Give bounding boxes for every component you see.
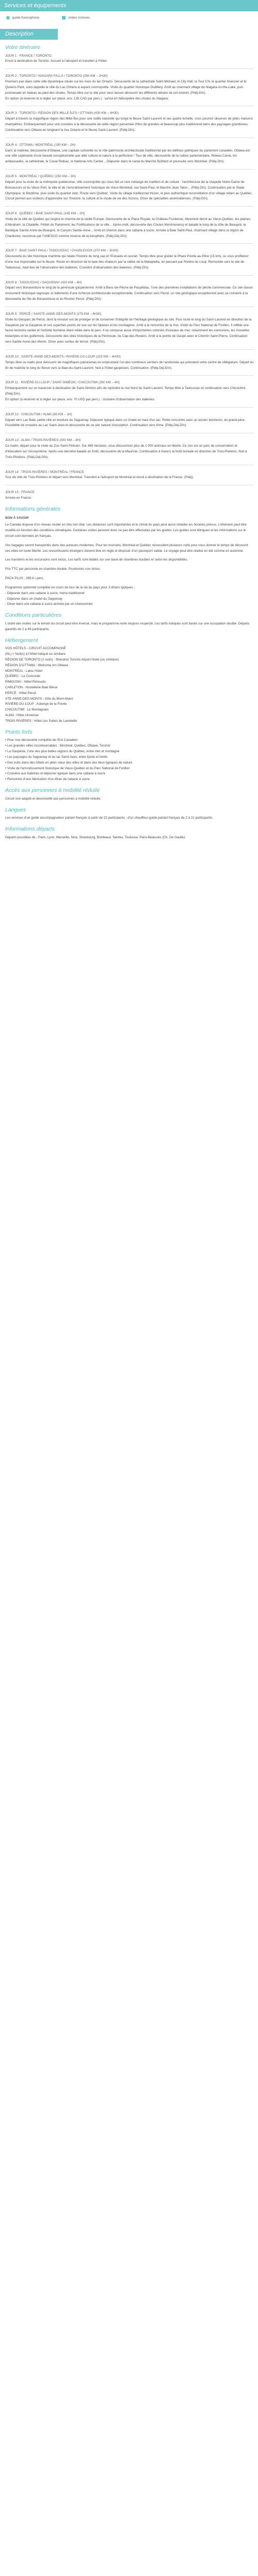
general-info-paragraph: Prix TTC par personne en chambre double. Pourboires non inclus.	[5, 567, 101, 571]
general-info-title: Informations générales	[5, 505, 60, 512]
itinerary-day	[5, 54, 254, 65]
hotel-item: VOS HÔTELS - CIRCUIT ACCOMPAGNÉ	[5, 647, 66, 651]
hotel-item: QUÉBEC : Le Concorde	[5, 674, 40, 679]
description-tab-header: Description	[0, 29, 58, 40]
day-text: Découverte du site historique maritime qui relate l'histoire du long cap et l'Estuaire et ouvrait. Temps libre pour goûter le Phare Pointe-au-Père (15 km), ou vous profiterez d'une vue imprenable sur le fleuve. Route en direction de la baie des chaleurs par la vallée de la Matapédia, en passant par Rivière du Loup. Remontée vers le site de Tadoussac, haut lieu de l'observation des baleines. Croisière d'observation des baleines. (Pdéj-Dîn).	[5, 255, 249, 269]
day-title: JOUR 9 : PERCÉ / SAINTE-ANNE-DES-MONTS (275 KM – 4H30)	[5, 312, 102, 316]
badge-visits-included	[62, 15, 90, 21]
day-text: Envol à destination de Toronto. Accueil à l'aéroport et transfert à l'hôtel.	[5, 59, 107, 63]
hotel-list	[5, 646, 254, 724]
hotel-item: STE-ANNE-DES-MONTS : Gîte du Mont Albert	[5, 697, 73, 701]
hotel-item: (NL) = Nuit(s) à l'hôtel indiqué ou similaire	[5, 652, 66, 656]
services-tab-header: Services et équipements	[0, 0, 258, 11]
itinerary-day	[5, 438, 254, 460]
highlights-title: Points forts	[5, 728, 33, 735]
day-title: JOUR 3 : TORONTO / RÉGION DES MILLE-ÎLES / OTTAWA (430 KM – 4H30)	[5, 111, 119, 115]
day-divider	[5, 407, 254, 408]
hotel-item: RIVIÈRE-DU-LOUP : Auberge de la Pointe	[5, 702, 67, 706]
hotel-item: RIMOUSKI : Hôtel Rimouski	[5, 680, 46, 684]
highlight-item: • Les grandes villes incontournables : Montréal, Québec, Ottawa, Toronto	[5, 744, 110, 748]
day-text: Visite de la ville de Québec qui respire le charme de la vieille Europe. Découverte de la Place Royale, le Château Frontenac, librement décrit au Vieux-Québec, les plaines d'Abraham, la Citadelle, l'Hôtel du Parlement, les Fortifications de la ville... Après-midi, découverte des Chutes Montmorency et balade le long de la côte de Beaupré, la Basilique Sainte-Anne-de-Beaupré, le Canyon Sainte-Anne... Arrêt en chemin dans une cabane à sucre. Arrivée à Baie Saint-Paul, charmant village dans la région de Charlevoix, reconnue par l'UNESCO comme réserve de la biosphère. (Pdéj-Déj-Dîn).	[5, 217, 251, 238]
itinerary-day	[5, 354, 254, 371]
itinerary-day	[5, 143, 254, 165]
hotel-item: RÉGION DE TORONTO (2 nuits) : Sheraton Toronto Airport Hotel (ou similaire)	[5, 657, 119, 662]
day-divider	[5, 275, 254, 276]
day-text: Départ vers Lac Baie, petite ville en bordure du Saguenay. Déjeuner typique dans un chalet en haut d'un lac. Petite rencontre avec un ancien bûcheron, du grand-père. Possibilité de croisière au Lac Saint-Jean et découverte de ce site naturel d'exception. Continuation vers Alma. (Pdéj-Déj-Dîn).	[5, 418, 246, 428]
hotel-item: RÉGION D'OTTAWA : Welcome Inn Ottawa	[5, 663, 68, 667]
day-divider	[5, 349, 254, 350]
day-text: Dans la matinée, découverte d'Ottawa, une capitale culturelle ou le rôle patrimonie architecturale traditionnel par les édifices gothiques du parlement canadien. Ottawa est une ville captivante d'une beauté exceptionnelle que allie culture et nature à la perfection ! Tour de ville, découverte de la colline parlementaire, Rideau Canal, les ambassades, la cathédrale, le Canal Rideau, le National Arts Center... Déjeuner dans le canal du Marché ByWard et poursuite vers Montréal. (Pdéj-Dîn).	[5, 148, 250, 164]
general-info-paragraph: Le Canada dispose d'un réseau routier en très bon état. Les distances sont importantes et le climat du pays peut aussi retarder les horaires prévus. L'itinéraire peut être modifié en fonction des conditions climatiques. Certaines visites peuvent donc ne pas être effectuées par les guides. Les guides sont bilingues et les informations sur le circuit sont données en français.	[5, 523, 247, 538]
itinerary-day	[5, 74, 254, 101]
general-info-paragraph: Vos bagages seront transportés dans des autocars modernes. Pour les touristes, Montréal et Québec nécessitent plusieurs nuits pour vous donner le temps de découvrir ces villes en toute liberté. Les ressortissants étrangers doivent être en règle et disposer d'un passeport valide. Le voyage peut être réalisé en été comme en automne.	[5, 543, 249, 553]
day-title: JOUR 5 : MONTRÉAL / QUÉBEC (250 KM – 3H)	[5, 175, 76, 179]
day-title: JOUR 2 : TORONTO / NIAGARA FALLS / TORONTO (260 KM – 2H30)	[5, 74, 108, 78]
conditions-title: Conditions particulières	[5, 612, 62, 619]
hotel-item: TROIS-RIVIÈRES : Hôtel Les Suites de Laviolette	[5, 719, 77, 723]
description-content	[0, 44, 258, 840]
day-divider	[5, 375, 254, 376]
departures-title: Informations départs	[5, 825, 55, 832]
day-title: JOUR 1 : FRANCE / TORONTO	[5, 54, 52, 58]
badge-visits-label: visites incluses	[68, 15, 90, 20]
languages-text: Les services d'un guide accompagnateur parlant français à partir de 22 participants ; d'un chauffeur-guide parlant français de 2 à 21 participants.	[5, 816, 213, 820]
itinerary-day	[5, 412, 254, 429]
highlight-item: • La Gaspésie, l'une des plus belles régions du Québec, entre mer et montagne	[5, 750, 120, 754]
itinerary-days	[5, 54, 254, 501]
hotel-item: CARLETON : Hostellerie Baie Bleue	[5, 685, 58, 689]
mobility-text: Circuit non adapté et déconseillé aux personnes à mobilité réduite.	[5, 796, 101, 801]
highlight-item: • Visite de l'arrondissement historique de Vieux-Québec et du Parc National de Forillon	[5, 766, 130, 770]
itinerary-title: Votre itinéraire	[5, 44, 40, 50]
itinerary-day	[5, 380, 254, 402]
day-title: JOUR 14 : TROIS-RIVIÈRES / MONTRÉAL / FRANCE	[5, 470, 84, 474]
general-info-subtitle: BON À SAVOIR	[5, 516, 29, 520]
camera-icon	[62, 16, 66, 20]
languages-title: Langues	[5, 806, 26, 813]
day-text: Départ vers Bonaventure le long de la péninsule gaspésienne. Arrêt à Banc-de-Pêche de Paspébiac, l'une des premières installations de pêche commerciale. Ce site classé monument historique regroupe 11 bâtiments d'une richesse architecturale exceptionnelle. Continuation vers Percé, un site géologique exceptionnel avec sa croisière à la découverte de l'île de Bonaventure et du Rocher Percé. (Pdéj-Dîn).	[5, 286, 253, 301]
itinerary-day	[5, 211, 254, 239]
day-title: JOUR 6 : QUÉBEC / BAIE SAINT-PAUL (145 KM – 2H)	[5, 212, 85, 216]
day-title: JOUR 8 : TADOUSSAC / SAGUENAY (420 KM – 4H)	[5, 280, 82, 284]
day-title: JOUR 7 : BAIE SAINT-PAUL / TADOUSSAC / CHARLEVOIX (270 KM – 3H30)	[5, 249, 119, 253]
day-text: Départ à travers la magnifique région des Mille-Îles pour une noble naturelle qui longe le fleuve Saint-Laurent et ses quatre échelle, vous pourrez observer de jolies maisons champêtres. Embarquement pour une croisière à la découverte de cette région parsemée d'îles de grandes et beaucoup plus traditionnel dans des paysages grandioses. Continuation vers Ottawa en longeant la rive Ontario et le fleuve Saint-Laurent. (Pdéj-Dîn).	[5, 117, 253, 132]
day-text: Départ pour la visite de la métropole québécoise, ville cosmopolite qui nous fait un rare mélange de tradition et de culture : l'architecture de la chapelle Notre-Dame de Bonsecours et du Vieux-Port, la ville et de l'arrondissement historique de Vieux-Montréal, rue Saint-Paul, le Marché Jean-Talon... (Pdéj-Dîn). Continuation par le Stade Olympique, le Biodôme, puis visite du quartier latin. Route vers Québec. Visite du village traditionnel Huron, le plus authentique reconstitution d'un village indien au Québec. Cicruit permet aux visiteurs d'apprendre sur l'histoire, la culture et le mode de vie des hurons. Dîner de spécialités amérindiennes. (Pdéj-Dîn).	[5, 180, 253, 201]
day-title: JOUR 12 : CHICOUTIMI / ALMA (60 KM – 1H)	[5, 412, 72, 416]
itinerary-day	[5, 248, 254, 270]
hotel-item: MONTRÉAL : Lalou Hotel	[5, 669, 42, 673]
day-divider	[5, 206, 254, 207]
pack-plus-lines: Programme optionnel complété en cours de tour de la vie du pays pour 3 dîners typiques : - Déjeuner dans une cabane à sucre, menu traditionnel - Déjeuner dans un chalet du Saguenay - Dîner dans une cabane à sucre animée par un chansonnier	[5, 585, 135, 606]
badge-french-guide-label: guide francophone	[12, 15, 40, 20]
day-text: Tour de ville de Trois-Rivières et départ vers Montréal. Transfert à l'aéroport de Montréal et envol à destination de la France. (Pdéj).	[5, 476, 194, 480]
itinerary-day	[5, 312, 254, 345]
pack-plus-title: PACK PLUS : 399 € / pers.	[5, 577, 44, 581]
day-text: Temps libre ce matin pour découvrir de magnifiques panoramas en empruntant l'un des nombreux sentiers de randonnée qui prévoient votre centre de villégiature. Départ en fin de matinée le long du fleuve vers la Baie-du-Saint-Laurent. Nuit à l'hôtel gaspésien. Continuation. (Pdéj-Déj-Dîn).	[5, 360, 254, 370]
day-text: Embarquement sur un traversier à destination de Saint-Siméon afin de rejoindre la rive Nord du Saint-Laurent. Temps libre à Tadoussac et continuation vers Chicoutimi. (Pdéj-Dîn). En option (à réserver et à régler sur place, env. 70 USD par pers.) : croisière d'observation des baleines.	[5, 386, 247, 401]
day-text: Premiers pas dans cette ville dynamique située sur les rives du lac Ontario. Découverte de la cathédrale Saint-Michael, le City Hall, la Tour CN, le quartier financier et le Queens Park, sous laquelle la ville du Lac Ontario à aspect cosmopolite. Visite du quartier historique Distillery. Arrêt au charmant village de Niagara-on-the-Lake, puis promenade en bateau au pied des chutes. Temps libre sur le site pour vous laisser découvrir les différents attraits de cet endroit. (Pdéj-Dîn). En option (à réserver et à régler sur place, env. 135 CAD par pers.) : survol en hélicoptère des chutes du Niagara.	[5, 80, 247, 100]
highlight-item: • Croisière aux baleines et déjeuner typique dans une cabane à sucre	[5, 772, 106, 776]
speech-bubble-icon	[6, 16, 10, 20]
day-divider	[5, 169, 254, 170]
highlight-item: • Les paysages du Saguenay et du lac Saint-Jean, entre fjords et forêts	[5, 755, 108, 759]
day-title: JOUR 4 : OTTAWA / MONTRÉAL (190 KM – 2H)	[5, 143, 75, 147]
day-text: Visite du Géoparc de Percé, dont la mission est de protéger et de conserver l'intégrité de l'héritage géologique du site. Puis route le long du Saint-Laurent en direction de la Gaspésie par la Gaspésie et ses superbes points de vue sur les falaises et les montagnes. Arrêt à la rencontre de la mer. Visite du Parc National de Forillon. Il reflète une faune terrestre variée et l'activité humaine étant reliée dans le parc. Il se compose aussi d'importantes colonies d'oiseaux de mer, notamment les cormorans, les mouettes tridactyles et les guillemots. Découverte des sites historiques de la Péninsule, de Cap-des-Rosiers. Arrêt à la pointe de Gaspé avec le Chemin Saint-Pierre. Continuation vers Sainte-Anne-des-Monts. Dîner avec sorties de terroir. (Pdéj-Dîn).	[5, 317, 252, 344]
general-info-paragraph: Les transferts et les excursions sont inclus. Les tarifs sont établis sur une base de chambres doubles et selon les disponibilités.	[5, 558, 188, 562]
day-text: Arrivée en France.	[5, 496, 32, 500]
accommodation-title: Hébergement	[5, 637, 38, 643]
itinerary-day	[5, 280, 254, 302]
service-badges	[0, 11, 258, 25]
highlights-list	[5, 738, 254, 783]
departures-text: Départs possibles de : Paris, Lyon, Marseille, Nice, Strasbourg, Bordeaux, Nantes, Toulouse, Paris-Beauvais (Ch. De Gaulle).	[5, 835, 186, 839]
hotel-item: PERCÉ : Hôtel Percé	[5, 691, 36, 695]
hotel-item: ALMA : Hôtel Universel	[5, 714, 39, 718]
day-title: JOUR 11 : RIVIÈRE-DU-LOUP / SAINT-SIMÉON / CHICOUTIMI (300 KM – 4H)	[5, 381, 120, 385]
highlight-item: • Rencontre d'une fabrication d'un dîner de cabane à sucre	[5, 777, 90, 782]
highlight-item: • Pour une découverte complète de l'Est Canadien	[5, 738, 78, 742]
conditions-text: L'ordre des visites sur le terrain du circuit peut être inversé, mais le programme reste toujours respecté. Les tarifs indiqués sont basés sur une occupation double. Départs garantis de 2 à 49 participants.	[5, 621, 250, 631]
day-title: JOUR 10 : SAINTE-ANNE-DES-MONTS / RIVIÈRE-DU-LOUP (323 KM – 4H30)	[5, 354, 121, 359]
day-divider	[5, 243, 254, 244]
itinerary-day	[5, 470, 254, 481]
general-info-paragraphs	[5, 522, 254, 572]
itinerary-day	[5, 174, 254, 202]
hotel-item: CHICOUTIMI : Le Montagnais	[5, 708, 49, 712]
itinerary-day	[5, 490, 254, 501]
highlight-item: • Des nuits dans des hôtels en plein cœur des villes et dans des lieux typiques de nature	[5, 760, 133, 765]
badge-french-guide	[6, 15, 39, 21]
day-text: Ce matin, départ pour la visite du Zoo Saint-Félicien. Sur 485 hectares, vous découvrirez plus de 1 000 animaux en liberté. Ce zoo est un parc de conservation et d'éducation sur l'écosystème. Après une dernière balade en forêt, découverte de la Mauricie. Continuation à travers la forêt boréale en direction de Trois-Rivières. Nuit à Trois-Rivières. (Pdéj-Déj-Dîn).	[5, 444, 247, 459]
itinerary-day	[5, 111, 254, 133]
day-title: JOUR 15 : FRANCE	[5, 490, 35, 495]
day-title: JOUR 13 : ALMA / TROIS-RIVIÈRES (300 KM – 4H)	[5, 438, 81, 443]
mobility-title: Accès aux personnes à mobilité réduite	[5, 787, 100, 794]
